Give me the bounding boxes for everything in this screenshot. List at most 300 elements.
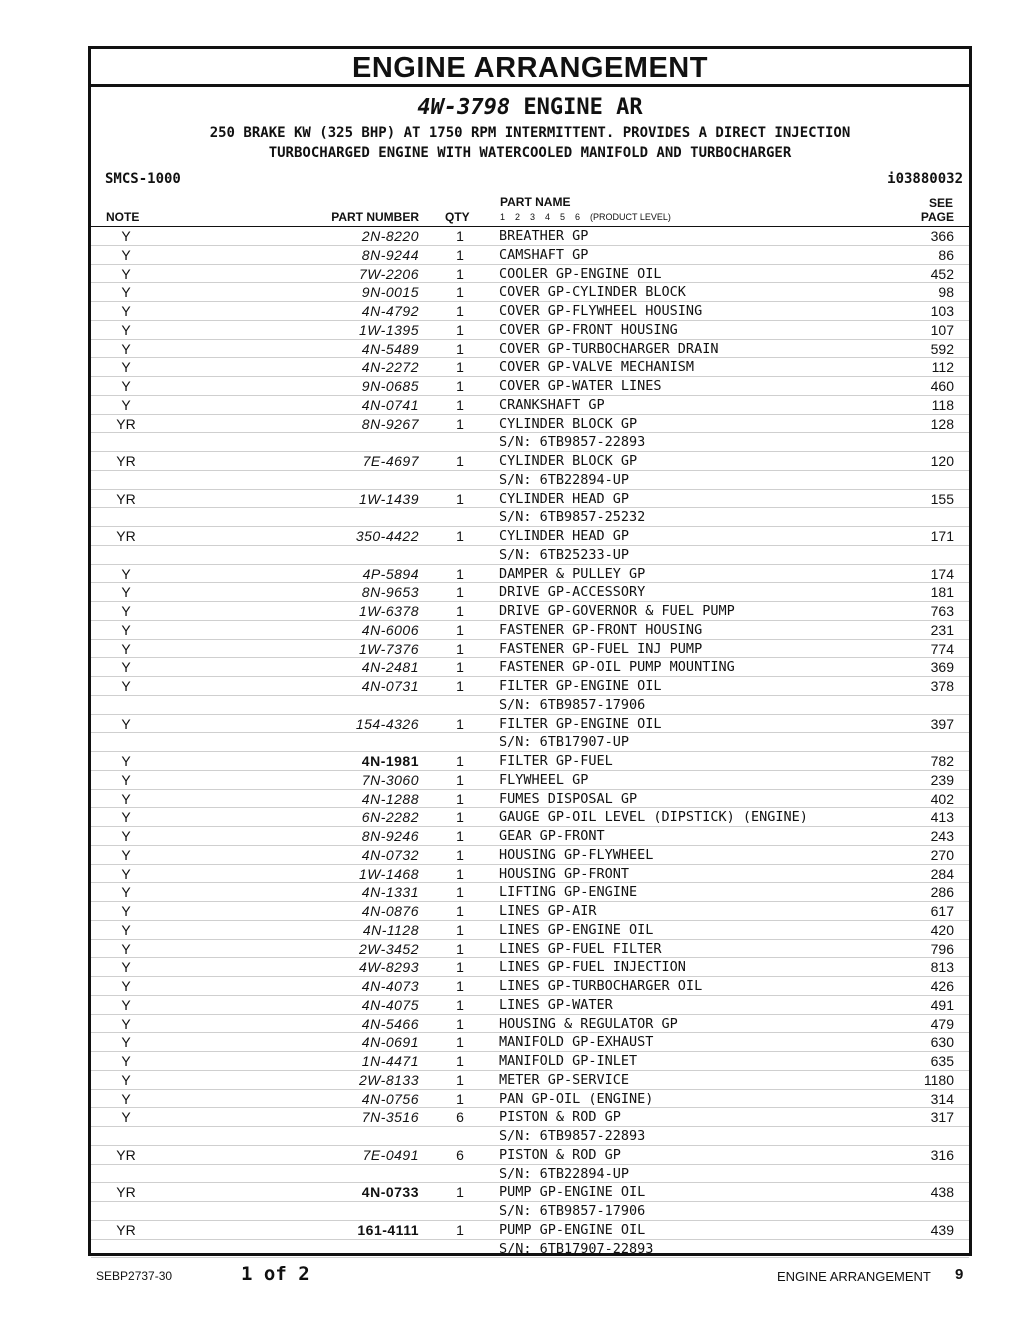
document-frame: [88, 46, 972, 1256]
row-part-number: 154-4326: [355, 715, 419, 732]
table-row: [91, 490, 969, 509]
row-part-number: 8N-9653: [361, 584, 419, 601]
row-part-number: 2N-8220: [361, 228, 419, 244]
row-part-number: 4W-8293: [358, 959, 419, 976]
row-part-name: LINES GP-FUEL INJECTION: [499, 959, 686, 976]
row-part-name: GEAR GP-FRONT: [499, 828, 605, 844]
row-part-name: CYLINDER HEAD GP: [499, 490, 630, 507]
row-qty: 1: [456, 865, 464, 882]
row-note: Y: [121, 828, 131, 844]
row-part-name: FLYWHEEL GP: [499, 771, 589, 788]
table-row: [91, 940, 969, 959]
row-part-number: 4N-4075: [361, 996, 419, 1013]
row-note: Y: [121, 678, 131, 694]
row-qty: 1: [456, 321, 464, 338]
row-part-name: COVER GP-CYLINDER BLOCK: [499, 284, 686, 301]
table-row: [91, 1221, 969, 1240]
row-see-page: 635: [930, 1053, 954, 1069]
row-see-page: 366: [930, 228, 954, 244]
row-part-name: S/N: 6TB17907-UP: [499, 734, 630, 751]
table-row: [91, 771, 969, 790]
table-row: [91, 865, 969, 884]
row-part-name: S/N: 6TB17907-22893: [499, 1240, 654, 1257]
table-row: [91, 396, 969, 415]
row-note: Y: [121, 884, 131, 901]
row-qty: 1: [456, 378, 464, 394]
row-see-page: 155: [930, 490, 954, 507]
row-see-page: 128: [930, 415, 954, 432]
table-row: [91, 808, 969, 827]
row-see-page: 98: [938, 284, 954, 301]
row-part-name: S/N: 6TB9857-17906: [499, 1203, 646, 1219]
header-qty: QTY: [445, 210, 470, 224]
footer-page-number: 9: [955, 1266, 964, 1283]
row-part-number: 8N-9244: [361, 246, 419, 263]
table-row: [91, 340, 969, 359]
table-row: [91, 696, 969, 715]
row-part-name: LIFTING GP-ENGINE: [499, 884, 638, 901]
row-note: Y: [121, 809, 131, 826]
row-note: Y: [121, 903, 131, 919]
row-part-name: MANIFOLD GP-INLET: [499, 1053, 638, 1069]
illustration-id: i03880032: [887, 171, 963, 187]
row-note: Y: [121, 303, 131, 319]
row-qty: 1: [456, 1184, 464, 1201]
row-part-name: S/N: 6TB22894-UP: [499, 1165, 630, 1182]
row-note: Y: [121, 284, 131, 301]
page-title: ENGINE ARRANGEMENT: [91, 49, 969, 87]
row-see-page: 314: [930, 1090, 954, 1107]
header-part-name: PART NAME: [500, 195, 571, 209]
row-part-number: 7N-3516: [361, 1109, 419, 1126]
row-part-name: DRIVE GP-GOVERNOR & FUEL PUMP: [499, 603, 735, 619]
row-qty: 1: [456, 415, 464, 432]
row-part-name: HOUSING & REGULATOR GP: [499, 1015, 678, 1032]
row-part-name: CRANKSHAFT GP: [499, 396, 605, 413]
row-part-number: 4N-1288: [361, 790, 419, 807]
table-row: [91, 471, 969, 490]
row-see-page: 171: [930, 528, 954, 544]
row-qty: 1: [456, 959, 464, 976]
row-part-name: COVER GP-FLYWHEEL HOUSING: [499, 303, 703, 319]
row-note: Y: [121, 1034, 131, 1051]
table-row: [91, 527, 969, 546]
row-part-number: 4N-1981: [361, 753, 419, 769]
row-part-number: 4N-4792: [361, 303, 419, 319]
header-product-levels: 1 2 3 4 5 6 (PRODUCT LEVEL): [500, 212, 671, 222]
row-part-number: 9N-0015: [361, 284, 419, 301]
row-qty: 1: [456, 1071, 464, 1088]
row-part-name: PAN GP-OIL (ENGINE): [499, 1090, 654, 1107]
description-line-2: TURBOCHARGED ENGINE WITH WATERCOOLED MANIFOLD AND TURBOCHARGER: [268, 145, 792, 161]
row-part-number: 2W-3452: [358, 940, 419, 957]
row-note: Y: [121, 771, 131, 788]
row-qty: 1: [456, 1053, 464, 1069]
table-row: [91, 1183, 969, 1202]
row-see-page: 426: [930, 978, 954, 994]
row-qty: 1: [456, 753, 464, 769]
table-row: [91, 790, 969, 809]
row-note: Y: [121, 1053, 131, 1069]
table-row: [91, 358, 969, 377]
row-part-name: FILTER GP-FUEL: [499, 753, 613, 769]
row-qty: 1: [456, 846, 464, 863]
row-part-number: 7W-2206: [358, 265, 419, 282]
row-see-page: 617: [930, 903, 954, 919]
row-note: Y: [121, 865, 131, 882]
row-part-name: FILTER GP-ENGINE OIL: [499, 715, 662, 732]
row-qty: 1: [456, 490, 464, 507]
row-qty: 1: [456, 678, 464, 694]
row-part-number: 1W-6378: [358, 603, 419, 619]
row-qty: 1: [456, 228, 464, 244]
row-see-page: 452: [930, 265, 954, 282]
row-see-page: 120: [930, 453, 954, 469]
row-qty: 1: [456, 884, 464, 901]
row-qty: 6: [456, 1109, 464, 1126]
row-see-page: 420: [930, 921, 954, 938]
row-part-name: FUMES DISPOSAL GP: [499, 790, 638, 807]
row-part-name: S/N: 6TB25233-UP: [499, 546, 630, 563]
row-part-name: COOLER GP-ENGINE OIL: [499, 265, 662, 282]
row-see-page: 439: [930, 1221, 954, 1238]
parts-table: [91, 227, 969, 1258]
row-see-page: 118: [931, 396, 954, 413]
table-row: [91, 733, 969, 752]
table-row: [91, 1202, 969, 1221]
row-part-name: DAMPER & PULLEY GP: [499, 565, 646, 582]
table-row: [91, 677, 969, 696]
row-qty: 1: [456, 303, 464, 319]
row-part-number: 7E-4697: [362, 453, 419, 469]
row-qty: 1: [456, 284, 464, 301]
row-qty: 1: [456, 1015, 464, 1032]
row-part-name: COVER GP-TURBOCHARGER DRAIN: [499, 340, 719, 357]
row-part-name: MANIFOLD GP-EXHAUST: [499, 1034, 654, 1051]
table-row: [91, 1052, 969, 1071]
row-qty: 1: [456, 340, 464, 357]
table-row: [91, 752, 969, 771]
row-qty: 1: [456, 565, 464, 582]
row-part-number: 6N-2282: [361, 809, 419, 826]
table-row: [91, 1165, 969, 1184]
row-note: Y: [121, 584, 131, 601]
row-part-number: 7N-3060: [361, 771, 419, 788]
row-note: Y: [121, 715, 131, 732]
row-part-name: LINES GP-TURBOCHARGER OIL: [499, 978, 703, 994]
row-part-number: 8N-9246: [361, 828, 419, 844]
row-part-number: 1W-1395: [358, 321, 419, 338]
row-see-page: 592: [930, 340, 954, 357]
row-see-page: 231: [930, 621, 954, 638]
row-part-number: 4N-0876: [361, 903, 419, 919]
row-see-page: 86: [938, 246, 954, 263]
row-qty: 1: [456, 921, 464, 938]
table-row: [91, 715, 969, 734]
table-row: [91, 958, 969, 977]
row-qty: 1: [456, 771, 464, 788]
header-page: PAGE: [920, 210, 954, 224]
row-part-number: 7E-0491: [362, 1146, 419, 1163]
row-see-page: 774: [930, 640, 954, 657]
row-part-number: 4N-1331: [361, 884, 419, 901]
row-qty: 1: [456, 790, 464, 807]
footer-page-of: 1 of 2: [241, 1263, 310, 1285]
row-qty: 1: [456, 246, 464, 263]
row-qty: 1: [456, 659, 464, 676]
table-row: [91, 433, 969, 452]
row-part-name: HOUSING GP-FRONT: [499, 865, 630, 882]
row-qty: 1: [456, 1034, 464, 1051]
row-qty: 1: [456, 621, 464, 638]
row-part-number: 1N-4471: [361, 1053, 419, 1069]
row-part-name: GAUGE GP-OIL LEVEL (DIPSTICK) (ENGINE): [499, 809, 808, 826]
table-row: [91, 246, 969, 265]
row-part-name: FASTENER GP-OIL PUMP MOUNTING: [499, 659, 735, 676]
row-note: Y: [121, 396, 131, 413]
table-row: [91, 302, 969, 321]
description-line-1: 250 BRAKE KW (325 BHP) AT 1750 RPM INTERMITTENT. PROVIDES A DIRECT INJECTION: [209, 125, 851, 141]
row-qty: 1: [456, 828, 464, 844]
footer-doc-id: SEBP2737-30: [96, 1269, 173, 1283]
table-row: [91, 1015, 969, 1034]
row-part-name: FASTENER GP-FUEL INJ PUMP: [499, 640, 703, 657]
row-part-number: 2W-8133: [358, 1071, 419, 1088]
row-part-name: CYLINDER BLOCK GP: [499, 415, 638, 432]
row-qty: 1: [456, 640, 464, 657]
row-see-page: 316: [930, 1146, 954, 1163]
row-note: YR: [116, 490, 136, 507]
row-part-name: S/N: 6TB9857-22893: [499, 1128, 646, 1144]
table-row: [91, 996, 969, 1015]
row-part-number: 4N-1128: [362, 921, 419, 938]
table-row: [91, 1127, 969, 1146]
row-note: Y: [121, 940, 131, 957]
row-part-name: HOUSING GP-FLYWHEEL: [499, 846, 654, 863]
row-part-number: 4P-5894: [362, 565, 419, 582]
row-part-name: PISTON & ROD GP: [499, 1109, 621, 1126]
table-row: [91, 1108, 969, 1127]
row-qty: 1: [456, 603, 464, 619]
table-row: [91, 658, 969, 677]
row-see-page: 402: [930, 790, 954, 807]
row-note: Y: [121, 790, 131, 807]
row-see-page: 284: [930, 865, 954, 882]
table-row: [91, 565, 969, 584]
row-note: Y: [121, 603, 131, 619]
row-note: YR: [116, 1146, 136, 1163]
row-note: YR: [116, 1184, 136, 1201]
row-part-name: S/N: 6TB9857-17906: [499, 696, 646, 713]
row-note: Y: [121, 640, 131, 657]
row-part-number: 9N-0685: [361, 378, 419, 394]
row-see-page: 460: [930, 378, 954, 394]
footer-section: ENGINE ARRANGEMENT: [777, 1269, 931, 1284]
row-part-name: LINES GP-FUEL FILTER: [499, 940, 662, 957]
row-part-name: S/N: 6TB9857-25232: [499, 509, 646, 526]
row-note: Y: [121, 321, 131, 338]
row-part-number: 4N-2481: [361, 659, 419, 676]
table-row: [91, 1033, 969, 1052]
row-see-page: 286: [930, 884, 954, 901]
row-see-page: 479: [930, 1015, 954, 1032]
table-row: [91, 883, 969, 902]
row-qty: 1: [456, 528, 464, 544]
row-part-name: BREATHER GP: [499, 228, 589, 244]
row-part-number: 4N-6006: [361, 621, 419, 638]
row-part-name: PUMP GP-ENGINE OIL: [499, 1184, 646, 1201]
row-note: Y: [121, 1015, 131, 1032]
row-part-name: FILTER GP-ENGINE OIL: [499, 678, 662, 694]
row-note: Y: [121, 1071, 131, 1088]
row-note: Y: [121, 996, 131, 1013]
row-see-page: 630: [930, 1034, 954, 1051]
row-note: YR: [116, 453, 136, 469]
table-row: [91, 827, 969, 846]
table-row: [91, 846, 969, 865]
row-part-name: CAMSHAFT GP: [499, 246, 589, 263]
row-see-page: 103: [930, 303, 954, 319]
row-note: Y: [121, 753, 131, 769]
row-see-page: 112: [931, 359, 954, 376]
row-part-name: S/N: 6TB9857-22893: [499, 434, 646, 451]
table-row: [91, 265, 969, 284]
row-qty: 6: [456, 1146, 464, 1163]
engine-subtitle: [91, 95, 969, 120]
row-qty: 1: [456, 809, 464, 826]
row-see-page: 438: [930, 1184, 954, 1201]
row-see-page: 796: [930, 940, 954, 957]
row-see-page: 491: [930, 996, 954, 1013]
row-see-page: 413: [930, 809, 954, 826]
row-part-name: LINES GP-WATER: [499, 996, 613, 1013]
row-note: Y: [121, 959, 131, 976]
row-part-number: 4N-0741: [361, 396, 419, 413]
row-part-name: METER GP-SERVICE: [499, 1071, 630, 1088]
row-part-name: COVER GP-VALVE MECHANISM: [499, 359, 695, 376]
table-row: [91, 621, 969, 640]
row-note: Y: [121, 1109, 131, 1126]
row-qty: 1: [456, 265, 464, 282]
row-see-page: 317: [930, 1109, 954, 1126]
row-part-name: PUMP GP-ENGINE OIL: [499, 1221, 646, 1238]
table-row: [91, 283, 969, 302]
smcs-code: SMCS-1000: [105, 171, 181, 187]
table-row: [91, 640, 969, 659]
table-row: [91, 1090, 969, 1109]
table-row: [91, 1240, 969, 1259]
row-see-page: 378: [930, 678, 954, 694]
row-part-number: 1W-7376: [358, 640, 419, 657]
table-row: [91, 902, 969, 921]
row-qty: 1: [456, 584, 464, 601]
row-see-page: 239: [930, 771, 954, 788]
row-part-number: 4N-0756: [361, 1090, 419, 1107]
row-note: Y: [121, 378, 131, 394]
row-note: Y: [121, 265, 131, 282]
row-see-page: 107: [930, 321, 954, 338]
header-part-number: PART NUMBER: [331, 210, 419, 224]
table-row: [91, 602, 969, 621]
row-part-number: 161-4111: [357, 1221, 419, 1238]
table-row: [91, 508, 969, 527]
row-qty: 1: [456, 978, 464, 994]
table-row: [91, 415, 969, 434]
header-see: SEE: [928, 196, 953, 210]
row-part-name: COVER GP-FRONT HOUSING: [499, 321, 678, 338]
table-row: [91, 977, 969, 996]
table-row: [91, 321, 969, 340]
engine-name: ENGINE AR: [523, 95, 643, 120]
row-note: YR: [116, 528, 136, 544]
row-part-number: 8N-9267: [361, 415, 419, 432]
row-qty: 1: [456, 903, 464, 919]
row-part-name: PISTON & ROD GP: [499, 1146, 621, 1163]
row-see-page: 397: [930, 715, 954, 732]
row-see-page: 763: [930, 603, 954, 619]
row-qty: 1: [456, 715, 464, 732]
row-part-name: CYLINDER HEAD GP: [499, 528, 630, 544]
row-see-page: 1180: [923, 1071, 954, 1088]
row-note: Y: [121, 659, 131, 676]
row-note: Y: [121, 621, 131, 638]
row-qty: 1: [456, 359, 464, 376]
row-note: Y: [121, 921, 131, 938]
row-note: Y: [121, 846, 131, 863]
table-header: [91, 191, 969, 227]
row-qty: 1: [456, 453, 464, 469]
row-note: Y: [121, 1090, 131, 1107]
row-note: Y: [121, 978, 131, 994]
row-part-number: 4N-4073: [361, 978, 419, 994]
row-part-number: 1W-1439: [358, 490, 419, 507]
table-row: [91, 1071, 969, 1090]
page-footer: [0, 1262, 1020, 1290]
row-part-number: 4N-0691: [361, 1034, 419, 1051]
row-part-number: 1W-1468: [358, 865, 419, 882]
row-part-name: LINES GP-AIR: [499, 903, 597, 919]
row-note: Y: [121, 565, 131, 582]
row-note: Y: [121, 340, 131, 357]
row-part-name: CYLINDER BLOCK GP: [499, 453, 638, 469]
engine-part-number: 4W-3798: [417, 95, 511, 120]
row-qty: 1: [456, 1090, 464, 1107]
row-qty: 1: [456, 996, 464, 1013]
row-see-page: 243: [930, 828, 954, 844]
row-part-number: 4N-0731: [361, 678, 419, 694]
row-see-page: 813: [930, 959, 954, 976]
row-see-page: 782: [930, 753, 954, 769]
row-see-page: 270: [930, 846, 954, 863]
row-qty: 1: [456, 1221, 464, 1238]
row-note: Y: [121, 246, 131, 263]
table-row: [91, 546, 969, 565]
row-see-page: 174: [930, 565, 954, 582]
row-note: YR: [116, 415, 136, 432]
table-row: [91, 921, 969, 940]
row-part-number: 350-4422: [355, 528, 419, 544]
row-see-page: 369: [930, 659, 954, 676]
table-row: [91, 1146, 969, 1165]
row-qty: 1: [456, 940, 464, 957]
row-part-name: DRIVE GP-ACCESSORY: [499, 584, 646, 601]
table-row: [91, 227, 969, 246]
row-see-page: 181: [930, 584, 954, 601]
table-row: [91, 452, 969, 471]
row-part-number: 4N-0732: [361, 846, 419, 863]
row-note: Y: [121, 228, 131, 244]
table-row: [91, 377, 969, 396]
